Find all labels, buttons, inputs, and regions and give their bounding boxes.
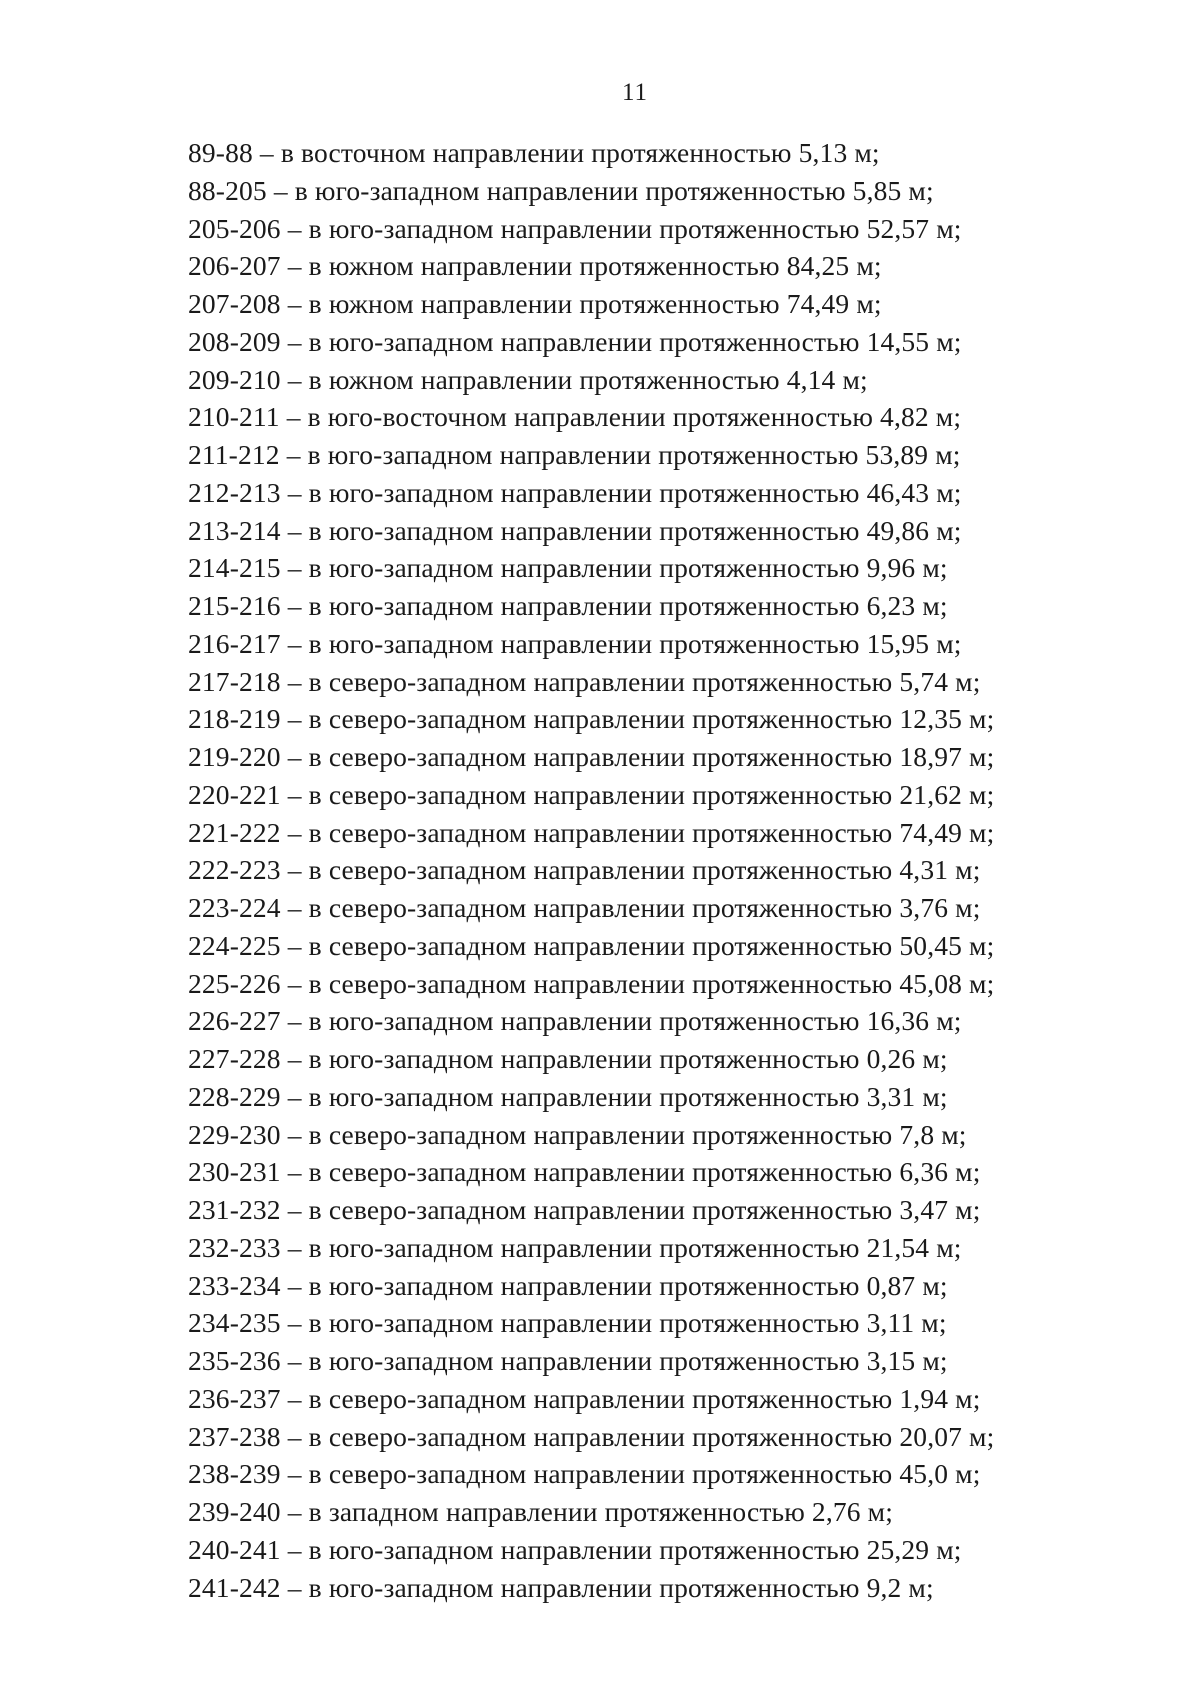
boundary-segment-line: 226-227 – в юго-западном направлении протяженностью 16,36 м;	[188, 1005, 962, 1037]
boundary-segment-line: 234-235 – в юго-западном направлении протяженностью 3,11 м;	[188, 1307, 947, 1339]
boundary-segment-line: 208-209 – в юго-западном направлении протяженностью 14,55 м;	[188, 325, 962, 357]
boundary-segment-line: 207-208 – в южном направлении протяженностью 74,49 м;	[188, 288, 882, 319]
boundary-segment-line: 216-217 – в юго-западном направлении протяженностью 15,95 м;	[188, 627, 962, 659]
boundary-segment-line: 233-234 – в юго-западном направлении протяженностью 0,87 м;	[188, 1269, 948, 1301]
boundary-segment-line: 220-221 – в северо-западном направлении протяженностью 21,62 м;	[188, 778, 995, 810]
boundary-segment-line: 235-236 – в юго-западном направлении протяженностью 3,15 м;	[188, 1345, 948, 1376]
boundary-segment-line: 209-210 – в южном направлении протяженностью 4,14 м;	[188, 363, 868, 395]
boundary-segments-list	[188, 134, 1168, 1606]
boundary-segment-line: 229-230 – в северо-западном направлении протяженностью 7,8 м;	[188, 1118, 967, 1150]
boundary-segment-line: 236-237 – в северо-западном направлении протяженностью 1,94 м;	[188, 1382, 981, 1414]
boundary-segment-line: 213-214 – в юго-западном направлении протяженностью 49,86 м;	[188, 514, 962, 546]
boundary-segment-line: 223-224 – в северо-западном направлении протяженностью 3,76 м;	[188, 892, 981, 923]
boundary-segment-line: 221-222 – в северо-западном направлении протяженностью 74,49 м;	[188, 816, 995, 848]
boundary-segment-line: 214-215 – в юго-западном направлении протяженностью 9,96 м;	[188, 552, 948, 584]
boundary-segment-line: 222-223 – в северо-западном направлении протяженностью 4,31 м;	[188, 854, 981, 886]
boundary-segment-line: 240-241 – в юго-западном направлении протяженностью 25,29 м;	[188, 1533, 962, 1565]
boundary-segment-line: 89-88 – в восточном направлении протяженностью 5,13 м;	[188, 137, 880, 168]
boundary-segment-line: 218-219 – в северо-западном направлении протяженностью 12,35 м;	[188, 703, 995, 735]
boundary-segment-line: 230-231 – в северо-западном направлении протяженностью 6,36 м;	[188, 1156, 981, 1188]
boundary-segment-line: 88-205 – в юго-западном направлении протяженностью 5,85 м;	[188, 174, 934, 206]
boundary-segment-line: 224-225 – в северо-западном направлении протяженностью 50,45 м;	[188, 929, 995, 961]
page-number: 11	[621, 79, 649, 106]
boundary-segment-line: 227-228 – в юго-западном направлении протяженностью 0,26 м;	[188, 1043, 948, 1074]
boundary-segment-line: 239-240 – в западном направлении протяженностью 2,76 м;	[188, 1496, 894, 1527]
boundary-segment-line: 219-220 – в северо-западном направлении протяженностью 18,97 м;	[188, 741, 995, 772]
boundary-segment-line: 211-212 – в юго-западном направлении протяженностью 53,89 м;	[188, 439, 961, 470]
boundary-segment-line: 215-216 – в юго-западном направлении протяженностью 6,23 м;	[188, 590, 948, 621]
boundary-segment-line: 206-207 – в южном направлении протяженностью 84,25 м;	[188, 250, 882, 282]
boundary-segment-line: 212-213 – в юго-западном направлении протяженностью 46,43 м;	[188, 476, 962, 508]
boundary-segment-line: 228-229 – в юго-западном направлении протяженностью 3,31 м;	[188, 1080, 948, 1112]
boundary-segment-line: 225-226 – в северо-западном направлении протяженностью 45,08 м;	[188, 967, 995, 999]
boundary-segment-line: 237-238 – в северо-западном направлении протяженностью 20,07 м;	[188, 1420, 995, 1452]
boundary-segment-line: 205-206 – в юго-западном направлении протяженностью 52,57 м;	[188, 212, 962, 244]
boundary-segment-line: 232-233 – в юго-западном направлении протяженностью 21,54 м;	[188, 1231, 962, 1263]
boundary-segment-line: 238-239 – в северо-западном направлении протяженностью 45,0 м;	[188, 1458, 981, 1490]
boundary-segment-line: 231-232 – в северо-западном направлении протяженностью 3,47 м;	[188, 1194, 981, 1225]
boundary-segment-line: 217-218 – в северо-западном направлении протяженностью 5,74 м;	[188, 665, 981, 697]
boundary-segment-line: 210-211 – в юго-восточном направлении протяженностью 4,82 м;	[188, 401, 962, 433]
boundary-segment-line: 241-242 – в юго-западном направлении протяженностью 9,2 м;	[188, 1571, 934, 1603]
